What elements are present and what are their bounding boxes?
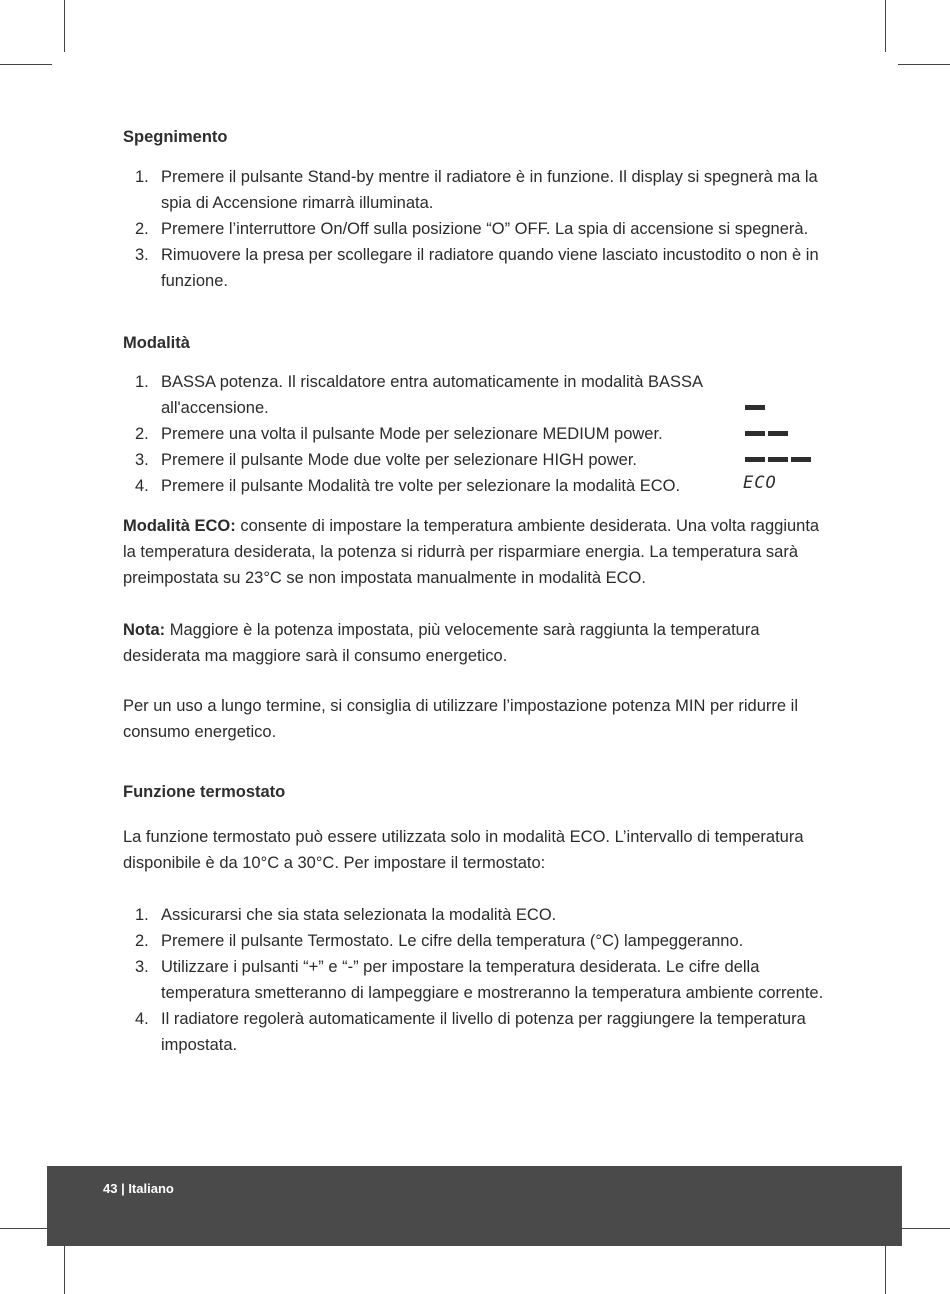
crop-mark [885,1242,886,1294]
crop-mark [0,64,52,65]
section-title-spegnimento: Spegnimento [123,128,228,146]
eco-mode-paragraph: Modalità ECO: consente di impostare la temperatura ambiente desiderata. Una volta raggiunta la temperatura desiderata, la potenza si ridurrà per risparmiare energia. La temperatura sarà preimpostata su 23°C se non impostata manualmente in modalità ECO. [123,517,820,587]
list-item: 3. Rimuovere la presa per scollegare il radiatore quando viene lasciato incustodito o non è in funzione. [135,246,819,290]
page-content [123,128,833,1058]
crop-mark [64,0,65,52]
section-title-termostato: Funzione termostato [123,783,286,801]
page-footer [47,1166,902,1246]
high-power-icon [743,447,833,473]
crop-mark [898,1228,950,1229]
list-item: 4. Premere il pulsante Modalità tre volte per selezionare la modalità ECO. [135,477,681,495]
low-power-icon [743,395,833,421]
list-item: 1. BASSA potenza. Il riscaldatore entra automaticamente in modalità BASSA all'accensione. [135,373,703,417]
note-paragraph: Nota: Maggiore è la potenza impostata, più velocemente sarà raggiunta la temperatura desiderata ma maggiore sarà il consumo energetico. [123,621,760,665]
list-item: 4. Il radiatore regolerà automaticamente il livello di potenza per raggiungere la temperatura impostata. [135,1010,806,1054]
eco-mode-icon: ECO [743,473,777,493]
crop-mark [898,64,950,65]
list-item: 2. Premere una volta il pulsante Mode per selezionare MEDIUM power. [135,425,663,443]
modalita-list [123,369,713,499]
page-number-label: 43 | Italiano [103,1181,174,1196]
termostato-list [123,902,833,1058]
crop-mark [885,0,886,52]
list-item: 1. Assicurarsi che sia stata selezionata la modalità ECO. [135,906,557,924]
long-term-paragraph: Per un uso a lungo termine, si consiglia di utilizzare l’impostazione potenza MIN per ridurre il consumo energetico. [123,697,798,741]
spegnimento-list [123,164,833,294]
list-item: 2. Premere il pulsante Termostato. Le cifre della temperatura (°C) lampeggeranno. [135,932,744,950]
crop-mark [0,1228,52,1229]
section-title-modalita: Modalità [123,334,190,352]
list-item: 1. Premere il pulsante Stand-by mentre il radiatore è in funzione. Il display si spegnerà ma la spia di Accensione rimarrà illuminata. [135,168,818,212]
list-item: 2. Premere l’interruttore On/Off sulla posizione “O” OFF. La spia di accensione si spegnerà. [135,220,809,238]
list-item: 3. Utilizzare i pulsanti “+” e “-” per impostare la temperatura desiderata. Le cifre della temperatura smetteranno di lampeggiare e mostreranno la temperatura ambiente corrente. [135,958,824,1002]
list-item: 3. Premere il pulsante Mode due volte per selezionare HIGH power. [135,451,637,469]
medium-power-icon [743,421,833,447]
crop-mark [64,1242,65,1294]
termostato-intro: La funzione termostato può essere utilizzata solo in modalità ECO. L’intervallo di temperatura disponibile è da 10°C a 30°C. Per impostare il termostato: [123,828,804,872]
